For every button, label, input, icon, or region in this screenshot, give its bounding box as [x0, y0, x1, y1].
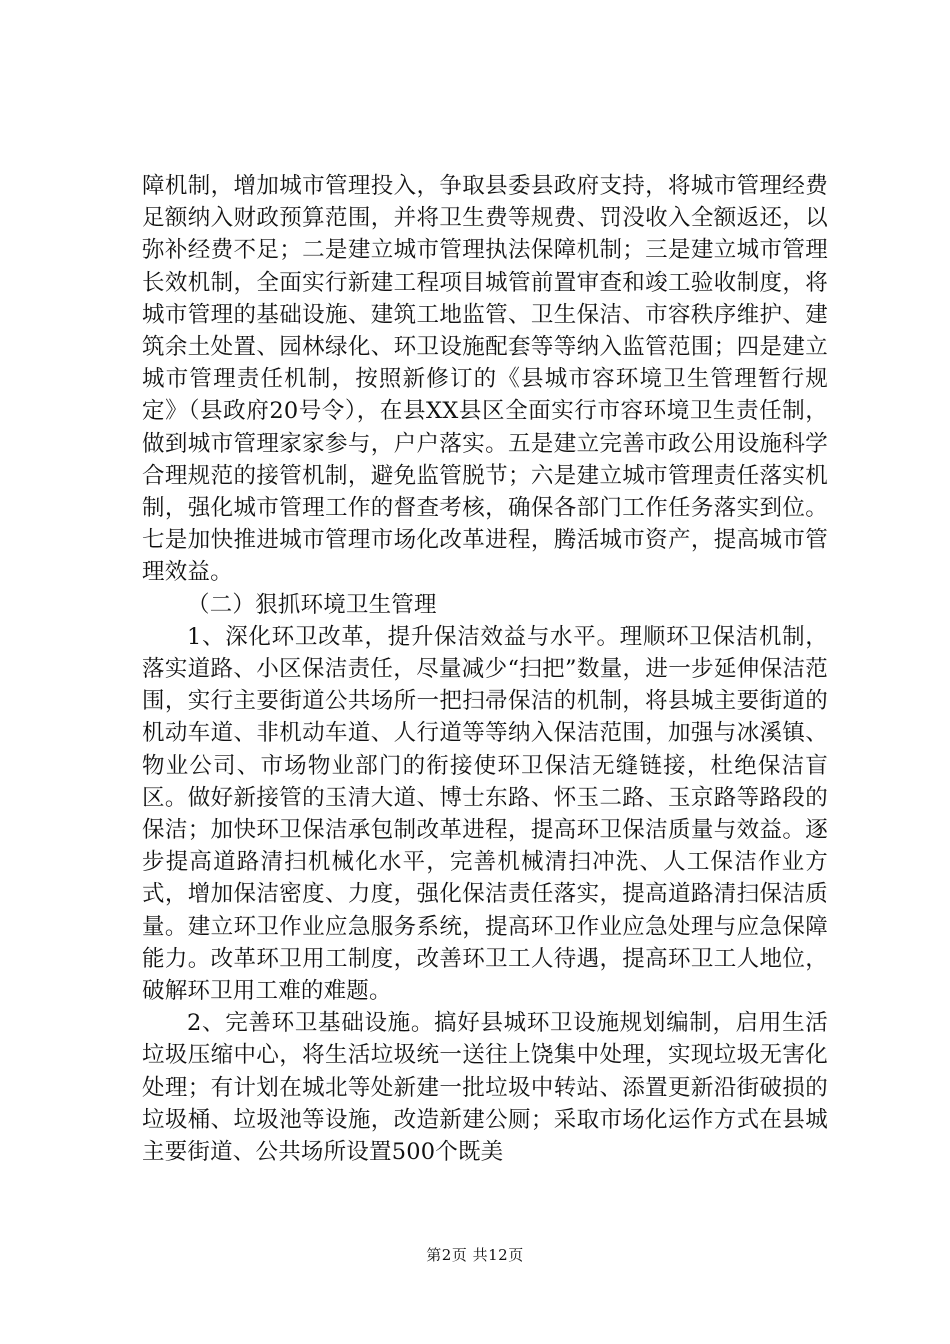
document-body — [142, 170, 828, 1168]
section-heading: （二）狠抓环境卫生管理 — [187, 591, 437, 618]
paragraph-continuation: 障机制，增加城市管理投入，争取县委县政府支持，将城市管理经费足额纳入财政预算范围，并将卫生费等规费、罚没收入全额返还，以弥补经费不足；二是建立城市管理执法保障机制；三是建立城市管理长效机制，全面实行新建工程项目城管前置审查和竣工验收制度，将城市管理的基础设施、建筑工地监管、卫生保洁、市容秩序维护、建筑余土处置、园林绿化、环卫设施配套等等纳入监管范围；四是建立城市管理责任机制，按照新修订的《县城市容环境卫生管理暂行规定》（县政府20号令），在县XX县区全面实行市容环境卫生责任制，做到城市管理家家参与，户户落实。五是建立完善市政公用设施科学合理规范的接管机制，避免监管脱节；六是建立城市管理责任落实机制，强化城市管理工作的督查考核，确保各部门工作任务落实到位。七是加快推进城市管理市场化改革进程，腾活城市资产，提高城市管理效益。 — [142, 173, 828, 586]
paragraph-item-1: 1、深化环卫改革，提升保洁效益与水平。理顺环卫保洁机制，落实道路、小区保洁责任，尽量减少“扫把”数量，进一步延伸保洁范围，实行主要街道公共场所一把扫帚保洁的机制，将县城主要街道的机动车道、非机动车道、人行道等等纳入保洁范围，加强与冰溪镇、物业公司、市场物业部门的衔接使环卫保洁无缝链接，杜绝保洁盲区。做好新接管的玉清大道、博士东路、怀玉二路、玉京路等路段的保洁；加快环卫保洁承包制改革进程，提高环卫保洁质量与效益。逐步提高道路清扫机械化水平，完善机械清扫冲洗、人工保洁作业方式，增加保洁密度、力度，强化保洁责任落实，提高道路清扫保洁质量。建立环卫作业应急服务系统，提高环卫作业应急处理与应急保障能力。改革环卫用工制度，改善环卫工人待遇，提高环卫工人地位，破解环卫用工难的难题。 — [142, 623, 828, 1005]
paragraph-item-2: 2、完善环卫基础设施。搞好县城环卫设施规划编制，启用生活垃圾压缩中心，将生活垃圾统一送往上饶集中处理，实现垃圾无害化处理；有计划在城北等处新建一批垃圾中转站、添置更新沿街破损的垃圾桶、垃圾池等设施，改造新建公厕；采取市场化运作方式在县城主要街道、公共场所设置500个既美 — [142, 1010, 828, 1166]
page-footer: 第2页 共12页 — [426, 1246, 524, 1264]
